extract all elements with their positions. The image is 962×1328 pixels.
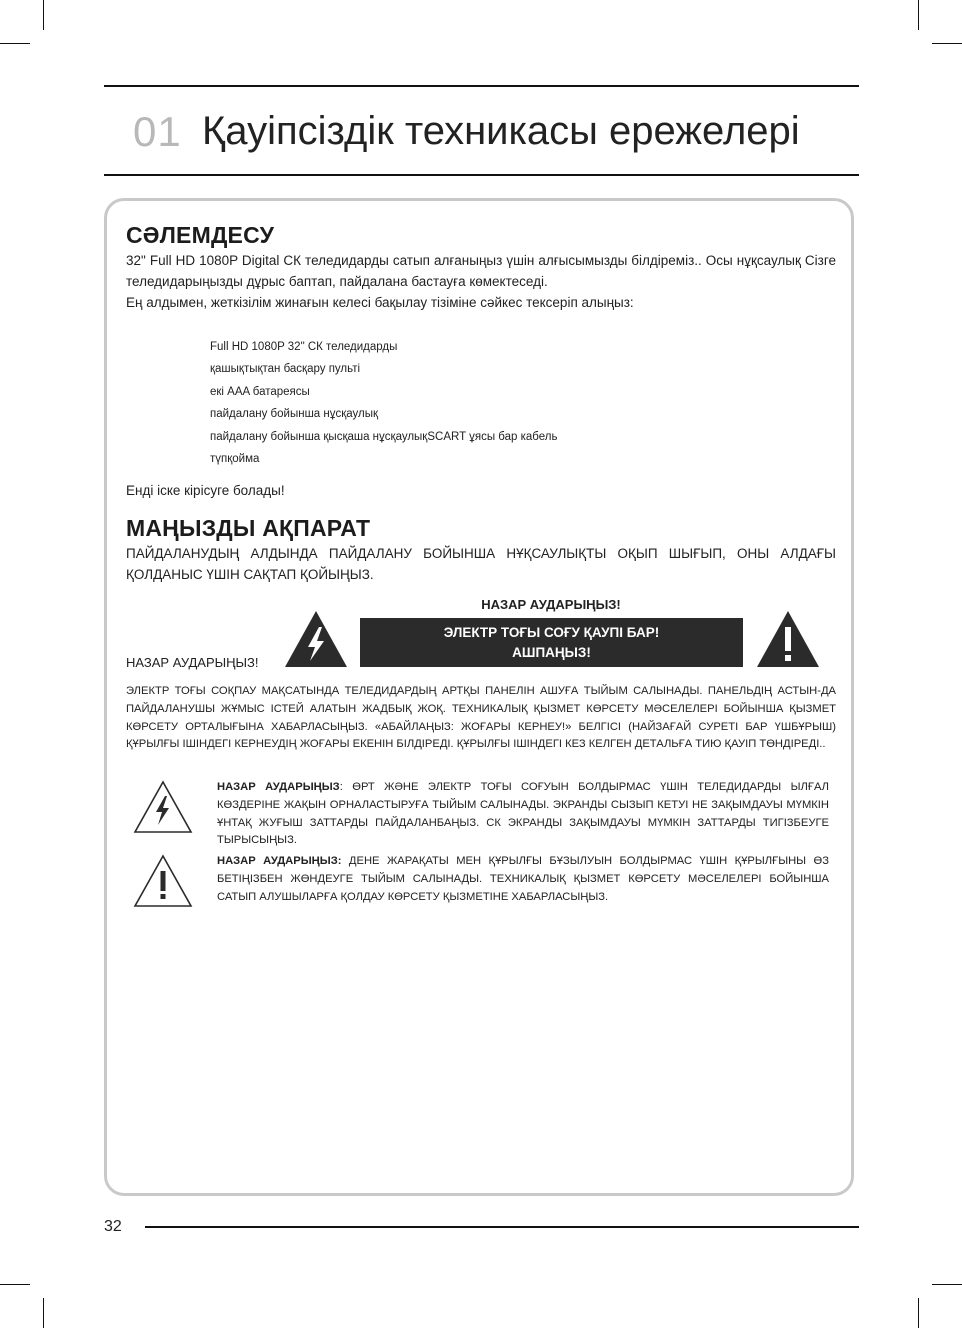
- shock-hazard-line2: АШПАҢЫЗ!: [512, 645, 591, 660]
- attention-heading: НАЗАР АУДАРЫҢЫЗ!: [481, 597, 621, 612]
- checklist-item: түпқойма: [210, 453, 260, 465]
- checklist-item: пайдалану бойынша қысқаша нұсқаулықSCART ұясы бар кабель: [210, 431, 558, 443]
- repair-warning-text: ДЕНЕ ЖАРАҚАТЫ МЕН ҚҰРЫЛҒЫ БҰЗЫЛУЫН БОЛДЫРМАС ҮШІН ҚҰРЫЛҒЫНЫ ӨЗ БЕТІҢІЗБЕН ЖӨНДЕУГЕ ТЫЙЫМ САЛЫНАДЫ. ТЕХНИКАЛЫҚ ҚЫЗМЕТ КӨРСЕТУ МӘСЕЛЕЛЕРІ БОЙЫНША САТЫП АЛУШЫЛАРҒА ҚОЛДАУ КӨРСЕТУ ҚЫЗМЕТІНЕ ХАБАРЛАСЫҢЫЗ.: [217, 855, 829, 903]
- shock-hazard-banner: [360, 618, 743, 667]
- high-voltage-warning-icon: [283, 609, 349, 669]
- exclamation-warning-icon: [755, 609, 821, 669]
- crop-mark: [932, 43, 962, 44]
- header-top-rule: [104, 85, 859, 87]
- repair-warning-label: НАЗАР АУДАРЫҢЫЗ:: [217, 855, 342, 867]
- fire-warning-text: : ӨРТ ЖӘНЕ ЭЛЕКТР ТОҒЫ СОҒУЫН БОЛДЫРМАС ҮШІН ТЕЛЕДИДАРДЫ ЫЛҒАЛ КӨЗДЕРІНЕ ЖАҚЫН ОРНАЛАСТЫРУҒА ТЫЙЫМ САЛЫНАДЫ. ЭКРАНДЫ СЫЗЫП КЕТУІ НЕ ЗАҚЫМДАУЫ МҮМКІН ҰНТАҚ ЖУҒЫШ ЗАТТАРДЫ ПАЙДАЛАНБАҢЫЗ. СК ЭКРАНДЫ ЗАҚЫМДАУЫ МҮМКІН ЗАТТАРДЫ ТИГІЗБЕУГЕ ТЫРЫСЫҢЫЗ.: [217, 781, 829, 847]
- exclamation-outline-icon: [133, 854, 193, 908]
- greeting-closing-wrap: [126, 480, 836, 501]
- shock-body-wrap: [126, 683, 836, 754]
- important-section: [126, 515, 836, 585]
- attention-label: НАЗАР АУДАРЫҢЫЗ!: [126, 655, 259, 670]
- important-intro: ПАЙДАЛАНУДЫҢ АЛДЫНДА ПАЙДАЛАНУ БОЙЫНША НҰҚСАУЛЫҚТЫ ОҚЫП ШЫҒЫП, ОНЫ АЛДАҒЫ ҚОЛДАНЫС ҮШІН САҚТАП ҚОЙЫҢЫЗ.: [126, 546, 836, 582]
- checklist-item: екі AAA батареясы: [210, 386, 310, 398]
- crop-mark: [0, 43, 30, 44]
- page-number: 32: [104, 1218, 122, 1235]
- checklist-item: қашықтықтан басқару пульті: [210, 363, 361, 375]
- footer-rule: [145, 1226, 859, 1228]
- greeting-intro: 32" Full HD 1080P Digital СК теледидарды сатып алғаныңыз үшін алғысымызды білдіреміз.. Осы нұқсаулық Сізге теледидарыңызды дұрыс баптап, пайдалана бастауға көмектеседі.: [126, 253, 836, 289]
- fire-warning-block: [217, 779, 829, 850]
- checklist-item: Full HD 1080P 32" СК теледидарды: [210, 341, 398, 353]
- crop-mark: [932, 1284, 962, 1285]
- chapter-title: Қауіпсіздік техникасы ережелері: [202, 109, 800, 153]
- greeting-closing: Енді іске кірісуге болады!: [126, 483, 285, 498]
- crop-mark: [918, 0, 919, 30]
- shock-warning-body: ЭЛЕКТР ТОҒЫ СОҚПАУ МАҚСАТЫНДА ТЕЛЕДИДАРДЫҢ АРТҚЫ ПАНЕЛІН АШУҒА ТЫЙЫМ САЛЫНАДЫ. ПАНЕЛЬДІҢ АСТЫН-ДА ПАЙДАЛАНУШЫ ЖҰМЫС ІСТЕЙ АЛАТЫН ЖАДБЫҚ ЖОҚ. ТЕХНИКАЛЫҚ ҚЫЗМЕТ КӨРСЕТУ МӘСЕЛЕЛЕРІ БОЙЫНША ҚЫЗМЕТ КӨРСЕТУ ОРТАЛЫҒЫНА ХАБАРЛАСЫҢЫЗ. «АБАЙЛАҢЫЗ: ЖОҒАРЫ КЕРНЕУ!» БЕЛГІСІ (НАЙЗАҒАЙ СУРЕТІ БАР ҮШБҰРЫШ) ҚҰРЫЛҒЫ ІШІНДЕГІ КЕРНЕУДІҢ ЖОҒАРЫ ЕКЕНІН БІЛДІРЕДІ. ҚҰРЫЛҒЫ ІШІНДЕГІ КЕЗ КЕЛГЕН ДЕТАЛЬҒА ТИЮ ҚАУІП ТӨНДІРЕДІ..: [126, 685, 836, 751]
- fire-warning-label: НАЗАР АУДАРЫҢЫЗ: [217, 781, 340, 793]
- greeting-section: [126, 222, 836, 313]
- chapter-number: 01: [133, 108, 182, 155]
- greeting-heading: СӘЛЕМДЕСУ: [126, 222, 275, 248]
- shock-hazard-line1: ЭЛЕКТР ТОҒЫ СОҒУ ҚАУПІ БАР!: [443, 625, 660, 640]
- crop-mark: [43, 0, 44, 30]
- crop-mark: [0, 1284, 30, 1285]
- important-heading: МАҢЫЗДЫ АҚПАРАТ: [126, 515, 371, 541]
- checklist-item: пайдалану бойынша нұсқаулық: [210, 408, 379, 420]
- header-bottom-rule: [104, 174, 859, 176]
- repair-warning-block: [217, 853, 829, 906]
- crop-mark: [918, 1298, 919, 1328]
- greeting-checklist-intro: Ең алдымен, жеткізілім жинағын келесі бақылау тізіміне сәйкес тексеріп алыңыз:: [126, 295, 634, 310]
- crop-mark: [43, 1298, 44, 1328]
- high-voltage-outline-icon: [133, 780, 193, 834]
